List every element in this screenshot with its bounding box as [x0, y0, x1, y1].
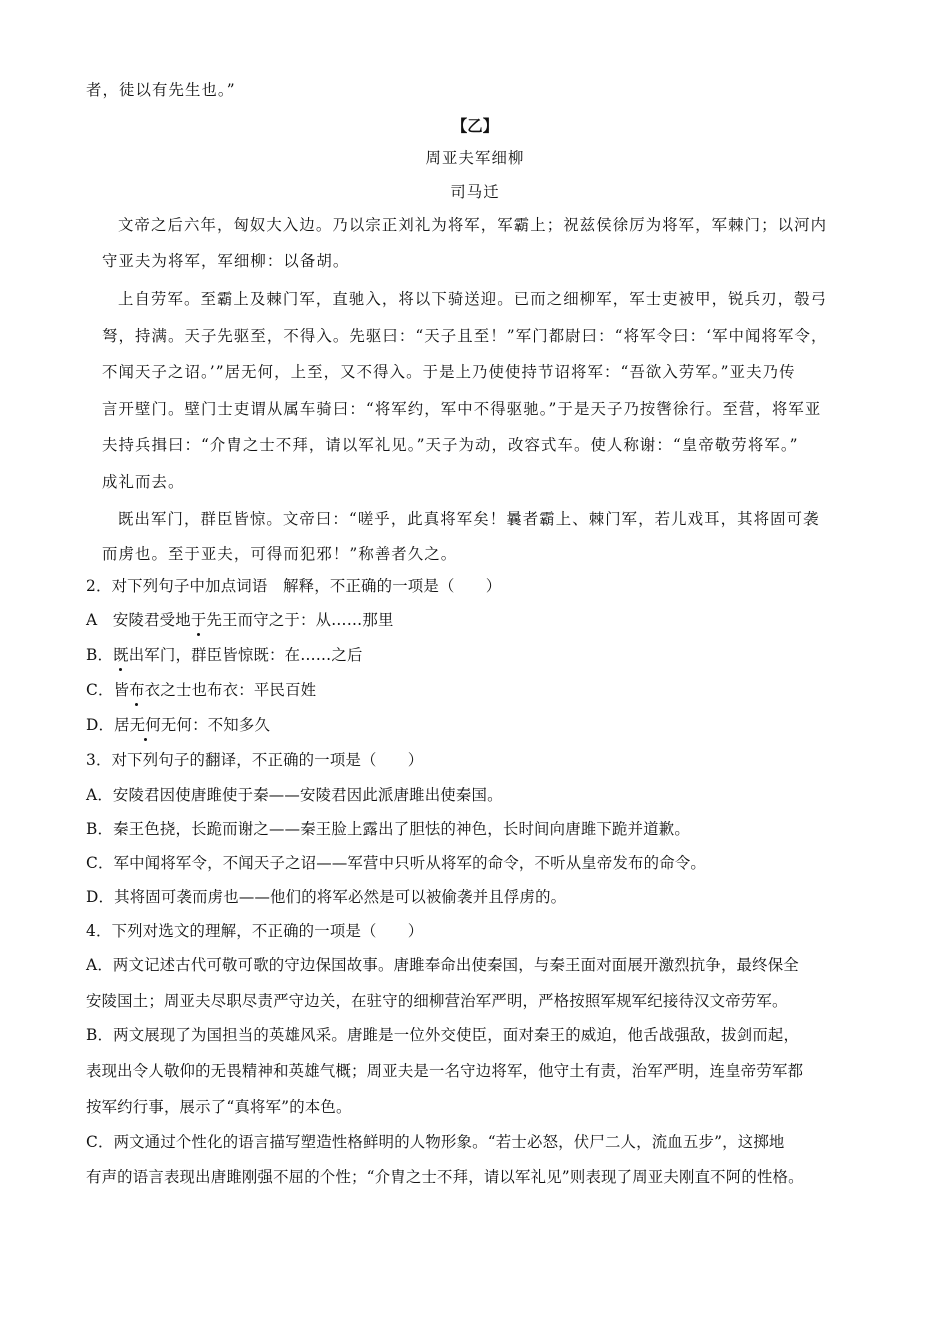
question-stem: 4．下列对选文的理解，不正确的一项是（ ） [86, 922, 424, 940]
passage-author: 司马迁 [450, 183, 500, 201]
continuation-line: 者，徒以有先生也。” [86, 81, 236, 99]
answer-option: D．其将固可袭而虏也——他们的将军必然是可以被偷袭并且俘虏的。 [86, 888, 567, 906]
passage-line: 而虏也。至于亚夫，可得而犯邪！”称善者久之。 [102, 545, 458, 563]
option-text: A 安陵君受地 [86, 611, 191, 629]
passage-line: 不闻天子之诏。’”居无何，上至，又不得入。于是上乃使使持节诏将军：“吾欲入劳军。”亚夫乃传 [102, 363, 796, 381]
passage-line: 弩，持满。天子先驱至，不得入。先驱曰：“天子且至！”军门都尉曰：“将军令曰：‘军中闻将军令， [102, 327, 828, 345]
section-marker: 【乙】 [451, 117, 499, 135]
dotted-word: 无何 [129, 716, 161, 734]
answer-option-line: 按军约行事，展示了“真将军”的本色。 [86, 1098, 352, 1116]
question-stem: 3．对下列句子的翻译，不正确的一项是（ ） [86, 751, 424, 769]
option-text: 先王而守之于：从……那里 [206, 611, 394, 629]
passage-line: 既出军门，群臣皆惊。文帝曰：“嗟乎，此真将军矣！曩者霸上、棘门军，若儿戏耳，其将固可袭 [118, 510, 820, 528]
answer-option [86, 679, 316, 701]
passage-line: 上自劳军。至霸上及棘门军，直驰入，将以下骑送迎。已而之细柳军，军士吏被甲，锐兵刃，彀弓 [118, 290, 828, 308]
question-stem: 2．对下列句子中加点词语 解释，不正确的一项是（ ） [86, 577, 502, 595]
option-text: C．皆 [86, 681, 130, 699]
dotted-word: 既 [113, 646, 129, 664]
passage-title: 周亚夫军细柳 [425, 149, 525, 167]
option-text: B． [86, 646, 114, 664]
answer-option [86, 609, 394, 631]
passage-line: 守亚夫为将军，军细柳：以备胡。 [102, 252, 350, 270]
passage-line: 成礼而去。 [102, 473, 185, 491]
passage-line: 夫持兵揖曰：“介胄之士不拜，请以军礼见。”天子为动，改容式车。使人称谢：“皇帝敬劳将军。” [102, 436, 799, 454]
dotted-word: 布 [129, 681, 145, 699]
passage-line: 言开壁门。壁门士吏谓从属车骑曰：“将军约，军中不得驱驰。”于是天子乃按辔徐行。至营，将军亚 [102, 400, 822, 418]
answer-option-line: C．两文通过个性化的语言描写塑造性格鲜明的人物形象。“若士必怒，伏尸二人，流血五步”，这掷地 [86, 1133, 785, 1151]
answer-option: A．安陵君因使唐雎使于秦——安陵君因此派唐雎出使秦国。 [86, 786, 503, 804]
answer-option-line: 表现出令人敬仰的无畏精神和英雄气概；周亚夫是一名守边将军，他守土有责，治军严明，连皇帝劳军都 [86, 1062, 804, 1080]
answer-option [86, 644, 363, 666]
answer-option [86, 714, 270, 736]
answer-option-line: 安陵国土；周亚夫尽职尽责严守边关，在驻守的细柳营治军严明，严格按照军规军纪接待汉文帝劳军。 [86, 992, 788, 1010]
answer-option-line: A．两文记述古代可敬可歌的守边保国故事。唐雎奉命出使秦国，与秦王面对面展开激烈抗争，最终保全 [86, 956, 799, 974]
dotted-word: 于 [190, 611, 207, 629]
passage-line: 文帝之后六年，匈奴大入边。乃以宗正刘礼为将军，军霸上；祝兹侯徐厉为将军，军棘门；以河内 [118, 216, 828, 234]
answer-option: B．秦王色挠，长跪而谢之——秦王脸上露出了胆怯的神色，长时间向唐雎下跪并道歉。 [86, 820, 690, 838]
option-text: 出军门，群臣皆惊既：在……之后 [128, 646, 363, 664]
option-text: 衣之士也布衣：平民百姓 [144, 681, 317, 699]
answer-option-line: B．两文展现了为国担当的英雄风采。唐雎是一位外交使臣，面对秦王的威迫，他舌战强敌，拔剑而起， [86, 1026, 800, 1044]
option-text: 无何：不知多久 [160, 716, 271, 734]
answer-option: C．军中闻将军令，不闻天子之诏——军营中只听从将军的命令，不听从皇帝发布的命令。 [86, 854, 707, 872]
option-text: D．居 [86, 716, 130, 734]
answer-option-line: 有声的语言表现出唐雎刚强不屈的个性；“介胄之士不拜，请以军礼见”则表现了周亚夫刚直不阿的性格。 [86, 1168, 804, 1186]
